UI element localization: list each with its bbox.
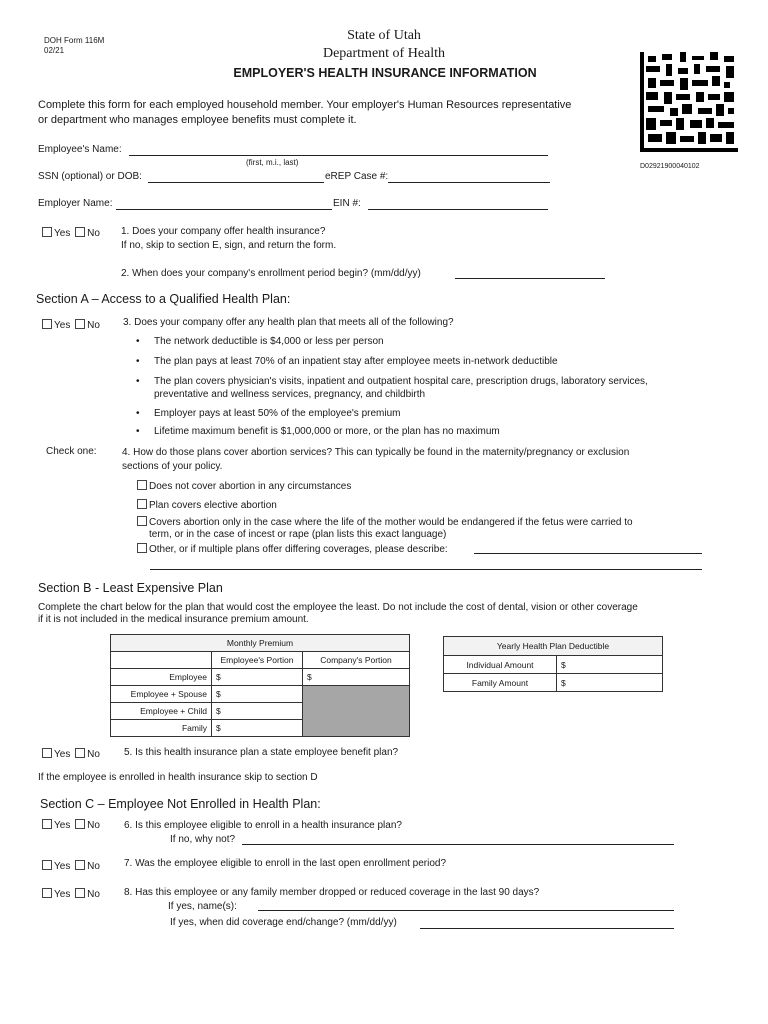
monthly-premium-table: [110, 634, 410, 737]
section-b-intro: Complete the chart below for the plan that would cost the employee the least. Do not include the cost of dental, vision or other coverage: [38, 602, 638, 613]
option-elective-checkbox[interactable]: [137, 499, 147, 509]
option-life-incest-rape-checkbox[interactable]: [137, 516, 147, 526]
row-label-employee: Employee: [111, 669, 212, 686]
employee-portion-family[interactable]: $: [212, 720, 303, 737]
option-no-coverage-checkbox[interactable]: [137, 480, 147, 490]
employer-name-label: Employer Name:: [38, 198, 113, 209]
q3-text: 3. Does your company offer any health plan that meets all of the following?: [123, 317, 454, 328]
option-life-incest-rape-continued: term, or in the case of incest or rape (plan lists this exact language): [149, 529, 447, 540]
q5-text: 5. Is this health insurance plan a state employee benefit plan?: [124, 747, 399, 758]
form-id: [44, 36, 104, 56]
ssn-field[interactable]: [148, 182, 324, 183]
skip-note: If the employee is enrolled in health insurance skip to section D: [38, 772, 318, 783]
family-amount-label: Family Amount: [444, 674, 557, 692]
q6-reason-field[interactable]: [242, 844, 674, 845]
q5-yes-no: Yes No: [42, 748, 100, 760]
employee-portion-employee[interactable]: $: [212, 669, 303, 686]
criteria-item: • Lifetime maximum benefit is $1,000,000 or more, or the plan has no maximum: [154, 426, 500, 437]
q2-text: 2. When does your company's enrollment period begin? (mm/dd/yy): [121, 268, 421, 279]
other-description-field[interactable]: [474, 553, 702, 554]
employee-portion-child[interactable]: $: [212, 703, 303, 720]
q6-text: 6. Is this employee eligible to enroll in a health insurance plan?: [124, 820, 402, 831]
q1-yes-checkbox[interactable]: [42, 227, 52, 237]
erep-field[interactable]: [388, 182, 550, 183]
q8-text: 8. Has this employee or any family member dropped or reduced coverage in the last 90 days?: [124, 887, 540, 898]
q6-yes-no: Yes No: [42, 819, 100, 831]
company-portion-employee[interactable]: $: [303, 669, 410, 686]
criteria-item-continued: preventative and wellness services, pregnancy, and childbirth: [154, 389, 426, 400]
barcode-id: D02921900040102: [640, 163, 700, 170]
option-other-checkbox[interactable]: [137, 543, 147, 553]
premium-header: Monthly Premium: [111, 635, 410, 652]
department-title: Department of Health: [322, 46, 446, 61]
company-portion-disabled: [303, 686, 410, 737]
q6-no-checkbox[interactable]: [75, 819, 85, 829]
state-title: State of Utah: [347, 28, 421, 43]
ssn-label: SSN (optional) or DOB:: [38, 171, 142, 182]
ein-field[interactable]: [368, 209, 548, 210]
option-elective: Plan covers elective abortion: [137, 499, 277, 511]
q1-text: 1. Does your company offer health insurance?: [121, 226, 326, 237]
page-title: EMPLOYER'S HEALTH INSURANCE INFORMATION: [233, 66, 537, 80]
section-b-title: Section B - Least Expensive Plan: [38, 581, 223, 595]
employee-name-field[interactable]: [129, 155, 548, 156]
employee-portion-spouse[interactable]: $: [212, 686, 303, 703]
intro-text: Complete this form for each employed household member. Your employer's Human Resources representative or department who manages employee benefits must complete it.: [38, 99, 572, 126]
company-portion-header: Company's Portion: [303, 652, 410, 669]
family-amount-field[interactable]: $: [557, 674, 663, 692]
q1-no-checkbox[interactable]: [75, 227, 85, 237]
q8-yes-no: Yes No: [42, 888, 100, 900]
q7-yes-checkbox[interactable]: [42, 860, 52, 870]
blank-cell: [111, 652, 212, 669]
q8-no-checkbox[interactable]: [75, 888, 85, 898]
name-hint: (first, m.i., last): [246, 158, 299, 167]
deductible-table: [443, 636, 663, 692]
option-life-incest-rape: Covers abortion only in the case where the life of the mother would be endangered if the fetus were carried to: [137, 516, 633, 528]
form-date: 02/21: [44, 46, 65, 55]
section-b-intro-continued: if it is not included in the medical insurance premium amount.: [38, 614, 309, 625]
q5-yes-checkbox[interactable]: [42, 748, 52, 758]
criteria-item: • The network deductible is $4,000 or less per person: [154, 336, 384, 347]
criteria-item: • The plan covers physician's visits, inpatient and outpatient hospital care, prescription drugs, laboratory services,: [154, 376, 648, 387]
section-a-title: Section A – Access to a Qualified Health Plan:: [36, 292, 291, 306]
criteria-item: • The plan pays at least 70% of an inpatient stay after employee meets in-network deductible: [154, 356, 558, 367]
check-one-label: Check one:: [46, 446, 97, 457]
deductible-header: Yearly Health Plan Deductible: [444, 637, 663, 656]
form-number: DOH Form 116M: [44, 36, 105, 45]
q5-no-checkbox[interactable]: [75, 748, 85, 758]
q3-yes-no: Yes No: [42, 319, 100, 331]
q7-no-checkbox[interactable]: [75, 860, 85, 870]
q7-yes-no: Yes No: [42, 860, 100, 872]
q4-text-continued: sections of your policy.: [122, 461, 223, 472]
q2-date-field[interactable]: [455, 278, 605, 279]
q8-names-field[interactable]: [258, 910, 674, 911]
individual-amount-field[interactable]: $: [557, 656, 663, 674]
q3-yes-checkbox[interactable]: [42, 319, 52, 329]
q8-yes-checkbox[interactable]: [42, 888, 52, 898]
q8-names-label: If yes, name(s):: [168, 901, 237, 912]
q7-text: 7. Was the employee eligible to enroll in the last open enrollment period?: [124, 858, 447, 869]
row-label-family: Family: [111, 720, 212, 737]
q6-sub: If no, why not?: [170, 834, 236, 845]
q3-no-checkbox[interactable]: [75, 319, 85, 329]
ein-label: EIN #:: [333, 198, 361, 209]
employee-portion-header: Employee's Portion: [212, 652, 303, 669]
erep-label: eREP Case #:: [325, 171, 389, 182]
row-label-employee-spouse: Employee + Spouse: [111, 686, 212, 703]
employer-name-field[interactable]: [116, 209, 332, 210]
q6-yes-checkbox[interactable]: [42, 819, 52, 829]
individual-amount-label: Individual Amount: [444, 656, 557, 674]
criteria-item: • Employer pays at least 50% of the employee's premium: [154, 408, 400, 419]
datamatrix-barcode: [640, 52, 738, 152]
other-description-field-2[interactable]: [150, 569, 702, 570]
q1-yes-no: Yes No: [42, 227, 100, 239]
q8-date-field[interactable]: [420, 928, 674, 929]
employee-name-label: Employee's Name:: [38, 144, 122, 155]
q1-note: If no, skip to section E, sign, and return the form.: [121, 240, 337, 251]
option-other: Other, or if multiple plans offer differing coverages, please describe:: [137, 543, 448, 555]
section-c-title: Section C – Employee Not Enrolled in Health Plan:: [40, 797, 321, 811]
q4-text: 4. How do those plans cover abortion services? This can typically be found in the maternity/pregnancy or exclusion: [122, 447, 630, 458]
q8-date-label: If yes, when did coverage end/change? (mm/dd/yy): [170, 917, 397, 928]
row-label-employee-child: Employee + Child: [111, 703, 212, 720]
option-no-coverage: Does not cover abortion in any circumstances: [137, 480, 351, 492]
